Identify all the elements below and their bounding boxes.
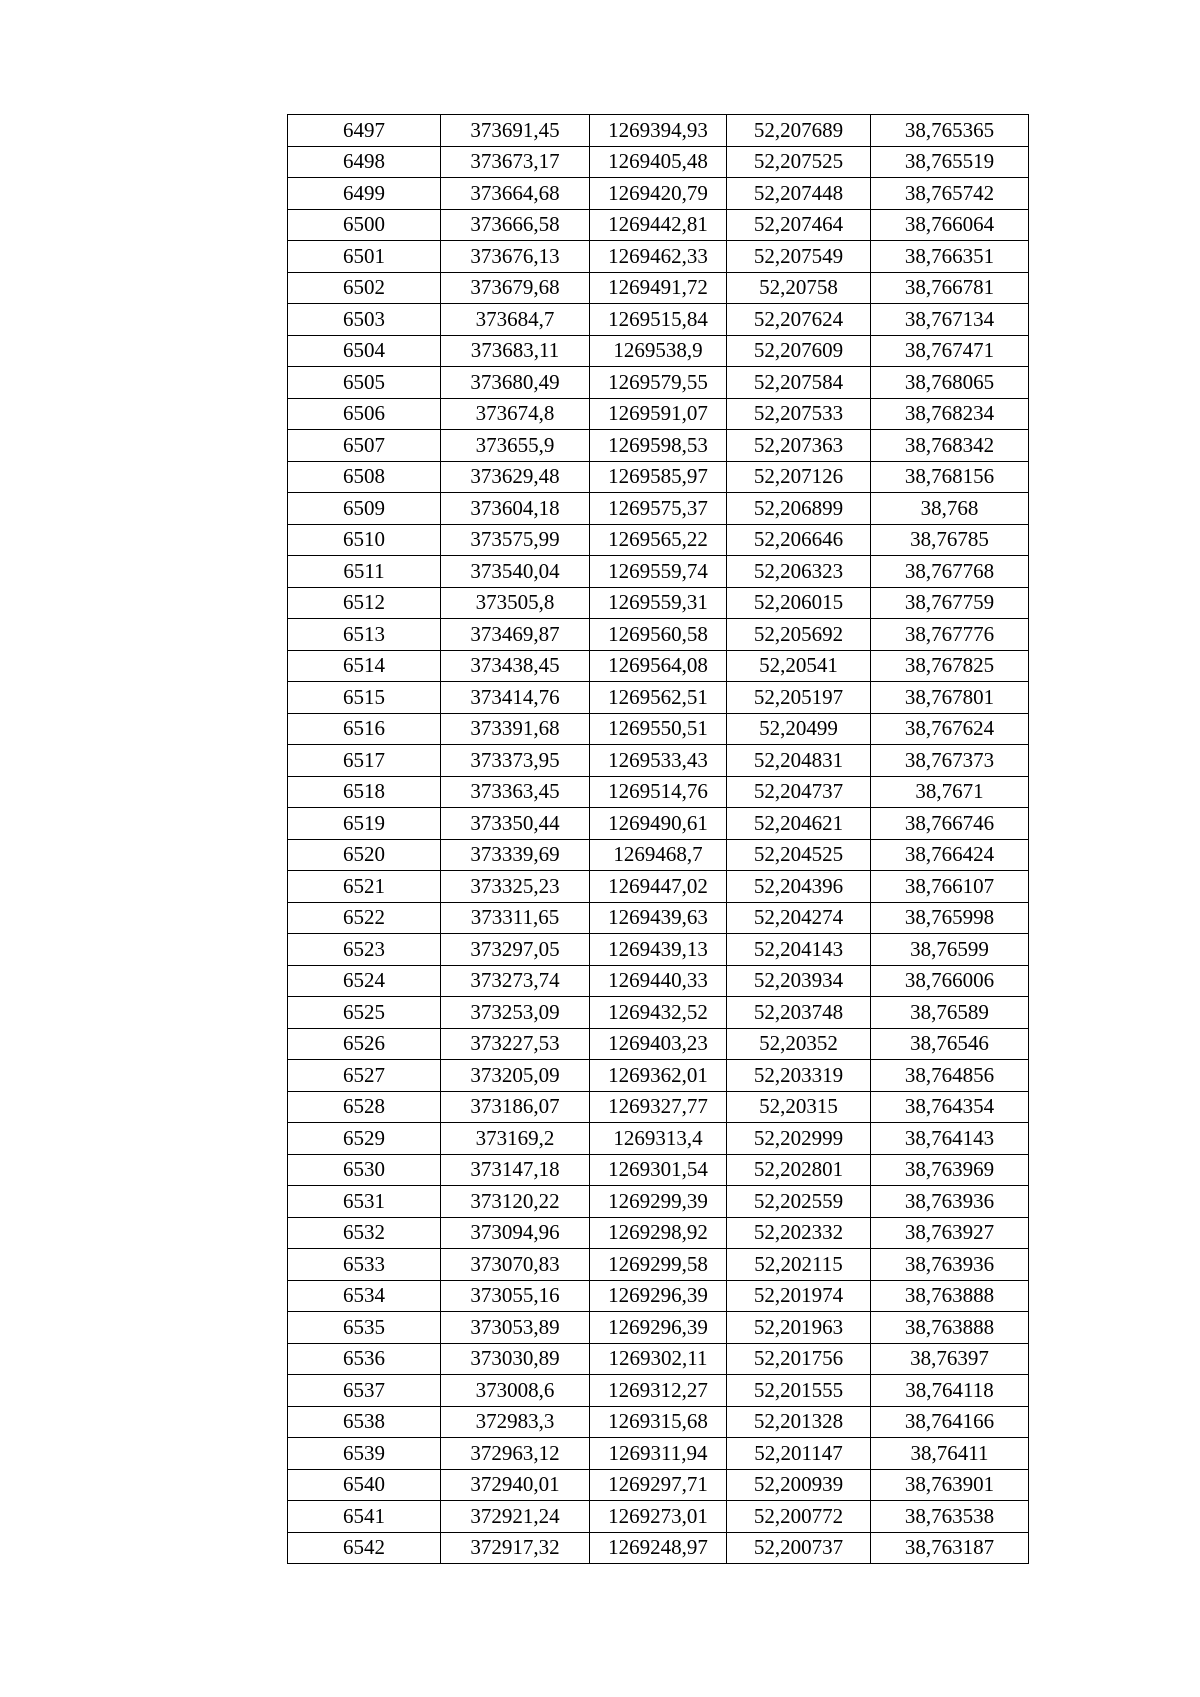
latitude-cell: 52,204621 (727, 808, 871, 840)
latitude-cell: 52,206015 (727, 587, 871, 619)
point-number-cell: 6530 (288, 1154, 441, 1186)
table-row (288, 1532, 1029, 1564)
table-row (288, 367, 1029, 399)
table-row (288, 178, 1029, 210)
x-coordinate-cell: 373070,83 (441, 1249, 590, 1281)
x-coordinate-cell: 373684,7 (441, 304, 590, 336)
longitude-cell: 38,7671 (871, 776, 1029, 808)
latitude-cell: 52,200939 (727, 1469, 871, 1501)
x-coordinate-cell: 373438,45 (441, 650, 590, 682)
latitude-cell: 52,20352 (727, 1028, 871, 1060)
table-row (288, 1217, 1029, 1249)
table-row (288, 965, 1029, 997)
latitude-cell: 52,207126 (727, 461, 871, 493)
longitude-cell: 38,765998 (871, 902, 1029, 934)
longitude-cell: 38,766351 (871, 241, 1029, 273)
table-row (288, 461, 1029, 493)
x-coordinate-cell: 373186,07 (441, 1091, 590, 1123)
y-coordinate-cell: 1269362,01 (590, 1060, 727, 1092)
latitude-cell: 52,207464 (727, 209, 871, 241)
point-number-cell: 6506 (288, 398, 441, 430)
longitude-cell: 38,76546 (871, 1028, 1029, 1060)
table-row (288, 776, 1029, 808)
table-row (288, 1312, 1029, 1344)
longitude-cell: 38,76397 (871, 1343, 1029, 1375)
x-coordinate-cell: 373205,09 (441, 1060, 590, 1092)
longitude-cell: 38,763187 (871, 1532, 1029, 1564)
longitude-cell: 38,764143 (871, 1123, 1029, 1155)
table-row (288, 619, 1029, 651)
latitude-cell: 52,207525 (727, 146, 871, 178)
longitude-cell: 38,765742 (871, 178, 1029, 210)
y-coordinate-cell: 1269301,54 (590, 1154, 727, 1186)
point-number-cell: 6537 (288, 1375, 441, 1407)
point-number-cell: 6521 (288, 871, 441, 903)
table-row (288, 1343, 1029, 1375)
latitude-cell: 52,205692 (727, 619, 871, 651)
table-row (288, 1501, 1029, 1533)
x-coordinate-cell: 372963,12 (441, 1438, 590, 1470)
latitude-cell: 52,204737 (727, 776, 871, 808)
table-row (288, 1123, 1029, 1155)
latitude-cell: 52,200772 (727, 1501, 871, 1533)
longitude-cell: 38,766746 (871, 808, 1029, 840)
table-row (288, 1438, 1029, 1470)
point-number-cell: 6520 (288, 839, 441, 871)
point-number-cell: 6504 (288, 335, 441, 367)
y-coordinate-cell: 1269579,55 (590, 367, 727, 399)
point-number-cell: 6532 (288, 1217, 441, 1249)
point-number-cell: 6528 (288, 1091, 441, 1123)
latitude-cell: 52,201756 (727, 1343, 871, 1375)
latitude-cell: 52,207549 (727, 241, 871, 273)
table-row (288, 682, 1029, 714)
latitude-cell: 52,204143 (727, 934, 871, 966)
latitude-cell: 52,202115 (727, 1249, 871, 1281)
longitude-cell: 38,763888 (871, 1280, 1029, 1312)
y-coordinate-cell: 1269296,39 (590, 1312, 727, 1344)
y-coordinate-cell: 1269514,76 (590, 776, 727, 808)
x-coordinate-cell: 373094,96 (441, 1217, 590, 1249)
longitude-cell: 38,764118 (871, 1375, 1029, 1407)
x-coordinate-cell: 373691,45 (441, 115, 590, 147)
longitude-cell: 38,765365 (871, 115, 1029, 147)
latitude-cell: 52,20315 (727, 1091, 871, 1123)
longitude-cell: 38,764856 (871, 1060, 1029, 1092)
latitude-cell: 52,202559 (727, 1186, 871, 1218)
x-coordinate-cell: 373680,49 (441, 367, 590, 399)
x-coordinate-cell: 373683,11 (441, 335, 590, 367)
y-coordinate-cell: 1269296,39 (590, 1280, 727, 1312)
longitude-cell: 38,763969 (871, 1154, 1029, 1186)
point-number-cell: 6536 (288, 1343, 441, 1375)
longitude-cell: 38,768234 (871, 398, 1029, 430)
longitude-cell: 38,766107 (871, 871, 1029, 903)
latitude-cell: 52,202999 (727, 1123, 871, 1155)
point-number-cell: 6513 (288, 619, 441, 651)
point-number-cell: 6515 (288, 682, 441, 714)
table-row (288, 115, 1029, 147)
latitude-cell: 52,201963 (727, 1312, 871, 1344)
table-row (288, 556, 1029, 588)
longitude-cell: 38,767801 (871, 682, 1029, 714)
y-coordinate-cell: 1269533,43 (590, 745, 727, 777)
x-coordinate-cell: 373679,68 (441, 272, 590, 304)
x-coordinate-cell: 373469,87 (441, 619, 590, 651)
table-row (288, 1091, 1029, 1123)
x-coordinate-cell: 373664,68 (441, 178, 590, 210)
longitude-cell: 38,768342 (871, 430, 1029, 462)
table-row (288, 808, 1029, 840)
longitude-cell: 38,764166 (871, 1406, 1029, 1438)
table-row (288, 1406, 1029, 1438)
latitude-cell: 52,200737 (727, 1532, 871, 1564)
table-row (288, 1028, 1029, 1060)
y-coordinate-cell: 1269442,81 (590, 209, 727, 241)
x-coordinate-cell: 373339,69 (441, 839, 590, 871)
y-coordinate-cell: 1269468,7 (590, 839, 727, 871)
point-number-cell: 6522 (288, 902, 441, 934)
table-row (288, 146, 1029, 178)
latitude-cell: 52,201555 (727, 1375, 871, 1407)
longitude-cell: 38,766006 (871, 965, 1029, 997)
latitude-cell: 52,202332 (727, 1217, 871, 1249)
point-number-cell: 6498 (288, 146, 441, 178)
point-number-cell: 6511 (288, 556, 441, 588)
y-coordinate-cell: 1269560,58 (590, 619, 727, 651)
longitude-cell: 38,767768 (871, 556, 1029, 588)
point-number-cell: 6525 (288, 997, 441, 1029)
y-coordinate-cell: 1269538,9 (590, 335, 727, 367)
y-coordinate-cell: 1269302,11 (590, 1343, 727, 1375)
longitude-cell: 38,767471 (871, 335, 1029, 367)
x-coordinate-cell: 372921,24 (441, 1501, 590, 1533)
longitude-cell: 38,768065 (871, 367, 1029, 399)
x-coordinate-cell: 373604,18 (441, 493, 590, 525)
latitude-cell: 52,20758 (727, 272, 871, 304)
table-row (288, 335, 1029, 367)
table-row (288, 524, 1029, 556)
longitude-cell: 38,768156 (871, 461, 1029, 493)
longitude-cell: 38,766424 (871, 839, 1029, 871)
longitude-cell: 38,765519 (871, 146, 1029, 178)
point-number-cell: 6539 (288, 1438, 441, 1470)
y-coordinate-cell: 1269394,93 (590, 115, 727, 147)
latitude-cell: 52,206899 (727, 493, 871, 525)
longitude-cell: 38,76589 (871, 997, 1029, 1029)
x-coordinate-cell: 373575,99 (441, 524, 590, 556)
x-coordinate-cell: 373055,16 (441, 1280, 590, 1312)
y-coordinate-cell: 1269299,39 (590, 1186, 727, 1218)
x-coordinate-cell: 373273,74 (441, 965, 590, 997)
point-number-cell: 6541 (288, 1501, 441, 1533)
x-coordinate-cell: 372983,3 (441, 1406, 590, 1438)
point-number-cell: 6501 (288, 241, 441, 273)
table-row (288, 430, 1029, 462)
x-coordinate-cell: 373169,2 (441, 1123, 590, 1155)
x-coordinate-cell: 373227,53 (441, 1028, 590, 1060)
point-number-cell: 6518 (288, 776, 441, 808)
longitude-cell: 38,767373 (871, 745, 1029, 777)
table-row (288, 1469, 1029, 1501)
y-coordinate-cell: 1269299,58 (590, 1249, 727, 1281)
longitude-cell: 38,76599 (871, 934, 1029, 966)
latitude-cell: 52,204525 (727, 839, 871, 871)
x-coordinate-cell: 373311,65 (441, 902, 590, 934)
x-coordinate-cell: 373414,76 (441, 682, 590, 714)
x-coordinate-cell: 373391,68 (441, 713, 590, 745)
latitude-cell: 52,204274 (727, 902, 871, 934)
table-row (288, 1186, 1029, 1218)
y-coordinate-cell: 1269564,08 (590, 650, 727, 682)
y-coordinate-cell: 1269315,68 (590, 1406, 727, 1438)
y-coordinate-cell: 1269575,37 (590, 493, 727, 525)
point-number-cell: 6527 (288, 1060, 441, 1092)
table-row (288, 997, 1029, 1029)
x-coordinate-cell: 373673,17 (441, 146, 590, 178)
longitude-cell: 38,768 (871, 493, 1029, 525)
longitude-cell: 38,76411 (871, 1438, 1029, 1470)
table-row (288, 1249, 1029, 1281)
point-number-cell: 6542 (288, 1532, 441, 1564)
point-number-cell: 6523 (288, 934, 441, 966)
longitude-cell: 38,767134 (871, 304, 1029, 336)
point-number-cell: 6510 (288, 524, 441, 556)
x-coordinate-cell: 372940,01 (441, 1469, 590, 1501)
x-coordinate-cell: 373674,8 (441, 398, 590, 430)
point-number-cell: 6507 (288, 430, 441, 462)
y-coordinate-cell: 1269598,53 (590, 430, 727, 462)
table-row (288, 1280, 1029, 1312)
latitude-cell: 52,207689 (727, 115, 871, 147)
point-number-cell: 6535 (288, 1312, 441, 1344)
latitude-cell: 52,201328 (727, 1406, 871, 1438)
y-coordinate-cell: 1269298,92 (590, 1217, 727, 1249)
y-coordinate-cell: 1269327,77 (590, 1091, 727, 1123)
x-coordinate-cell: 373030,89 (441, 1343, 590, 1375)
latitude-cell: 52,20499 (727, 713, 871, 745)
point-number-cell: 6516 (288, 713, 441, 745)
table-row (288, 1154, 1029, 1186)
latitude-cell: 52,207363 (727, 430, 871, 462)
table-row (288, 587, 1029, 619)
point-number-cell: 6500 (288, 209, 441, 241)
y-coordinate-cell: 1269248,97 (590, 1532, 727, 1564)
latitude-cell: 52,203319 (727, 1060, 871, 1092)
table-row (288, 713, 1029, 745)
x-coordinate-cell: 373253,09 (441, 997, 590, 1029)
point-number-cell: 6503 (288, 304, 441, 336)
x-coordinate-cell: 373053,89 (441, 1312, 590, 1344)
y-coordinate-cell: 1269515,84 (590, 304, 727, 336)
y-coordinate-cell: 1269313,4 (590, 1123, 727, 1155)
longitude-cell: 38,76785 (871, 524, 1029, 556)
y-coordinate-cell: 1269565,22 (590, 524, 727, 556)
table-row (288, 272, 1029, 304)
x-coordinate-cell: 373350,44 (441, 808, 590, 840)
point-number-cell: 6512 (288, 587, 441, 619)
coordinates-table-body (288, 115, 1029, 1564)
x-coordinate-cell: 373540,04 (441, 556, 590, 588)
y-coordinate-cell: 1269559,31 (590, 587, 727, 619)
point-number-cell: 6502 (288, 272, 441, 304)
y-coordinate-cell: 1269432,52 (590, 997, 727, 1029)
x-coordinate-cell: 373325,23 (441, 871, 590, 903)
longitude-cell: 38,766781 (871, 272, 1029, 304)
latitude-cell: 52,206646 (727, 524, 871, 556)
x-coordinate-cell: 372917,32 (441, 1532, 590, 1564)
point-number-cell: 6526 (288, 1028, 441, 1060)
point-number-cell: 6533 (288, 1249, 441, 1281)
x-coordinate-cell: 373676,13 (441, 241, 590, 273)
table-row (288, 871, 1029, 903)
latitude-cell: 52,202801 (727, 1154, 871, 1186)
latitude-cell: 52,204831 (727, 745, 871, 777)
latitude-cell: 52,207448 (727, 178, 871, 210)
point-number-cell: 6531 (288, 1186, 441, 1218)
point-number-cell: 6524 (288, 965, 441, 997)
y-coordinate-cell: 1269420,79 (590, 178, 727, 210)
y-coordinate-cell: 1269562,51 (590, 682, 727, 714)
table-row (288, 1060, 1029, 1092)
table-row (288, 650, 1029, 682)
table-row (288, 839, 1029, 871)
y-coordinate-cell: 1269550,51 (590, 713, 727, 745)
longitude-cell: 38,767776 (871, 619, 1029, 651)
latitude-cell: 52,207533 (727, 398, 871, 430)
point-number-cell: 6517 (288, 745, 441, 777)
latitude-cell: 52,203748 (727, 997, 871, 1029)
point-number-cell: 6497 (288, 115, 441, 147)
point-number-cell: 6509 (288, 493, 441, 525)
point-number-cell: 6499 (288, 178, 441, 210)
table-row (288, 1375, 1029, 1407)
x-coordinate-cell: 373363,45 (441, 776, 590, 808)
latitude-cell: 52,201974 (727, 1280, 871, 1312)
y-coordinate-cell: 1269591,07 (590, 398, 727, 430)
y-coordinate-cell: 1269462,33 (590, 241, 727, 273)
y-coordinate-cell: 1269440,33 (590, 965, 727, 997)
table-row (288, 934, 1029, 966)
table-row (288, 493, 1029, 525)
y-coordinate-cell: 1269403,23 (590, 1028, 727, 1060)
x-coordinate-cell: 373505,8 (441, 587, 590, 619)
y-coordinate-cell: 1269447,02 (590, 871, 727, 903)
y-coordinate-cell: 1269439,13 (590, 934, 727, 966)
table-row (288, 209, 1029, 241)
longitude-cell: 38,766064 (871, 209, 1029, 241)
point-number-cell: 6514 (288, 650, 441, 682)
x-coordinate-cell: 373120,22 (441, 1186, 590, 1218)
longitude-cell: 38,763888 (871, 1312, 1029, 1344)
x-coordinate-cell: 373655,9 (441, 430, 590, 462)
latitude-cell: 52,204396 (727, 871, 871, 903)
longitude-cell: 38,767624 (871, 713, 1029, 745)
latitude-cell: 52,203934 (727, 965, 871, 997)
latitude-cell: 52,201147 (727, 1438, 871, 1470)
latitude-cell: 52,207609 (727, 335, 871, 367)
table-row (288, 398, 1029, 430)
y-coordinate-cell: 1269585,97 (590, 461, 727, 493)
y-coordinate-cell: 1269491,72 (590, 272, 727, 304)
x-coordinate-cell: 373147,18 (441, 1154, 590, 1186)
table-row (288, 902, 1029, 934)
y-coordinate-cell: 1269439,63 (590, 902, 727, 934)
longitude-cell: 38,763927 (871, 1217, 1029, 1249)
y-coordinate-cell: 1269405,48 (590, 146, 727, 178)
y-coordinate-cell: 1269297,71 (590, 1469, 727, 1501)
longitude-cell: 38,767825 (871, 650, 1029, 682)
point-number-cell: 6505 (288, 367, 441, 399)
point-number-cell: 6529 (288, 1123, 441, 1155)
latitude-cell: 52,206323 (727, 556, 871, 588)
point-number-cell: 6538 (288, 1406, 441, 1438)
point-number-cell: 6519 (288, 808, 441, 840)
point-number-cell: 6508 (288, 461, 441, 493)
point-number-cell: 6534 (288, 1280, 441, 1312)
y-coordinate-cell: 1269312,27 (590, 1375, 727, 1407)
latitude-cell: 52,205197 (727, 682, 871, 714)
x-coordinate-cell: 373666,58 (441, 209, 590, 241)
latitude-cell: 52,20541 (727, 650, 871, 682)
y-coordinate-cell: 1269273,01 (590, 1501, 727, 1533)
table-row (288, 241, 1029, 273)
latitude-cell: 52,207584 (727, 367, 871, 399)
y-coordinate-cell: 1269490,61 (590, 808, 727, 840)
longitude-cell: 38,767759 (871, 587, 1029, 619)
x-coordinate-cell: 373373,95 (441, 745, 590, 777)
point-number-cell: 6540 (288, 1469, 441, 1501)
x-coordinate-cell: 373008,6 (441, 1375, 590, 1407)
table-row (288, 745, 1029, 777)
x-coordinate-cell: 373297,05 (441, 934, 590, 966)
longitude-cell: 38,763936 (871, 1186, 1029, 1218)
y-coordinate-cell: 1269311,94 (590, 1438, 727, 1470)
latitude-cell: 52,207624 (727, 304, 871, 336)
x-coordinate-cell: 373629,48 (441, 461, 590, 493)
y-coordinate-cell: 1269559,74 (590, 556, 727, 588)
table-row (288, 304, 1029, 336)
coordinates-table (287, 114, 1029, 1564)
longitude-cell: 38,763538 (871, 1501, 1029, 1533)
longitude-cell: 38,763901 (871, 1469, 1029, 1501)
longitude-cell: 38,763936 (871, 1249, 1029, 1281)
longitude-cell: 38,764354 (871, 1091, 1029, 1123)
